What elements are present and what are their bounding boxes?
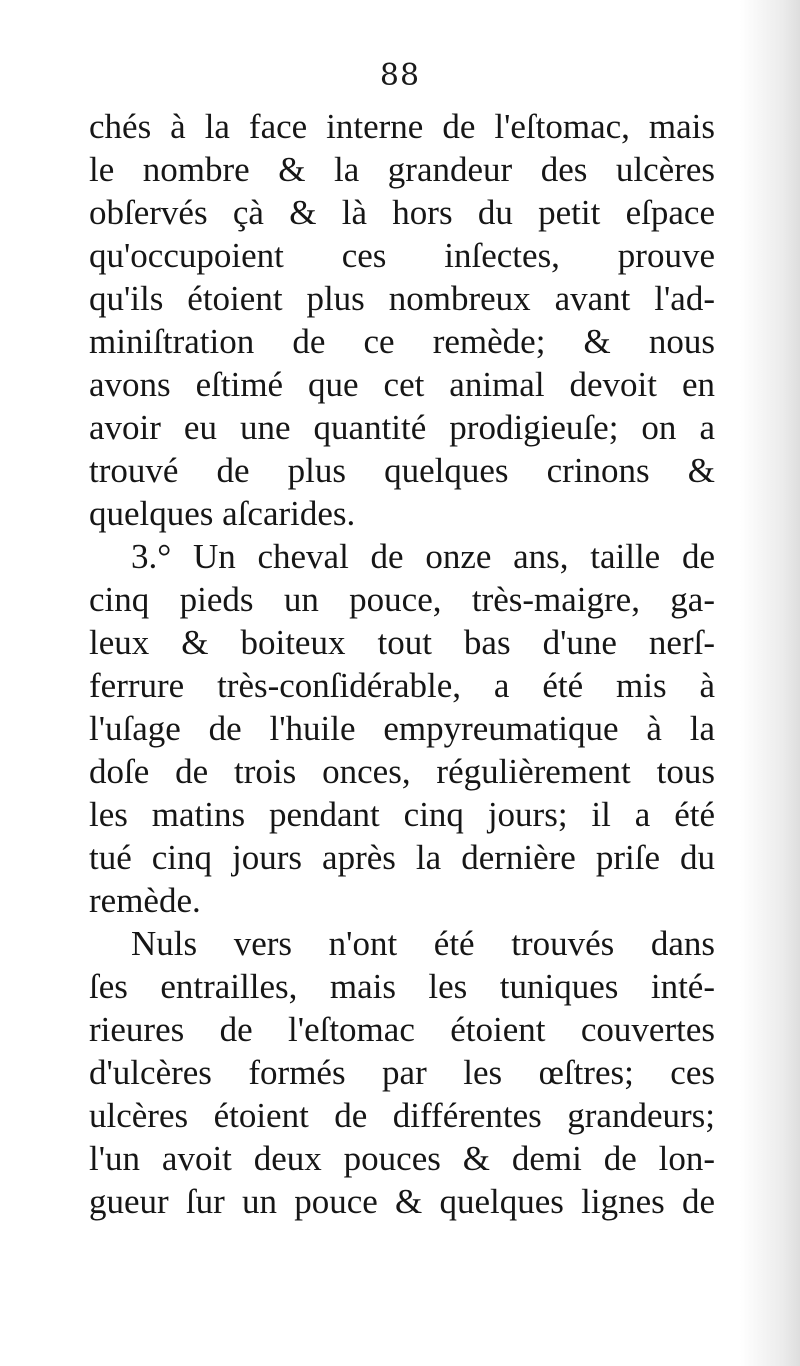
text-line: Nuls vers n'ont été trouvés dans xyxy=(131,924,715,963)
text-line: l'uſage de l'huile empyreumatique à la xyxy=(89,709,715,748)
text-line: miniſtration de ce remède; & nous xyxy=(89,322,715,361)
body-text xyxy=(89,105,715,1223)
text-line: avoir eu une quantité prodigieuſe; on a xyxy=(89,408,715,447)
text-line: les matins pendant cinq jours; il a été xyxy=(89,795,715,834)
text-line: gueur ſur un pouce & quelques lignes de xyxy=(89,1182,715,1221)
text-line: rieures de l'eſtomac étoient couvertes xyxy=(89,1010,715,1049)
text-line: trouvé de plus quelques crinons & xyxy=(89,451,715,490)
text-line: ſes entrailles, mais les tuniques inté- xyxy=(89,967,715,1006)
text-line: 3.° Un cheval de onze ans, taille de xyxy=(131,537,715,576)
text-line: chés à la face interne de l'eſtomac, mais xyxy=(89,107,715,146)
text-line: obſervés çà & là hors du petit eſpace xyxy=(89,193,715,232)
text-line: qu'ils étoient plus nombreux avant l'ad- xyxy=(89,279,715,318)
text-line: tué cinq jours après la dernière priſe du xyxy=(89,838,715,877)
text-line: remède. xyxy=(89,881,201,920)
text-line: cinq pieds un pouce, très-maigre, ga- xyxy=(89,580,715,619)
text-line: avons eſtimé que cet animal devoit en xyxy=(89,365,715,404)
text-line: d'ulcères formés par les œſtres; ces xyxy=(89,1053,715,1092)
text-line: l'un avoit deux pouces & demi de lon- xyxy=(89,1139,715,1178)
text-line: qu'occupoient ces inſectes, prouve xyxy=(89,236,715,275)
text-line: le nombre & la grandeur des ulcères xyxy=(89,150,715,189)
text-line: quelques aſcarides. xyxy=(89,494,356,533)
page-edge-shadow xyxy=(740,0,800,1366)
text-line: ulcères étoient de différentes grandeurs; xyxy=(89,1096,715,1135)
page-number: 88 xyxy=(379,58,421,93)
text-line: leux & boiteux tout bas d'une nerſ- xyxy=(89,623,715,662)
text-line: doſe de trois onces, régulièrement tous xyxy=(89,752,715,791)
text-line: ferrure très-conſidérable, a été mis à xyxy=(89,666,715,705)
